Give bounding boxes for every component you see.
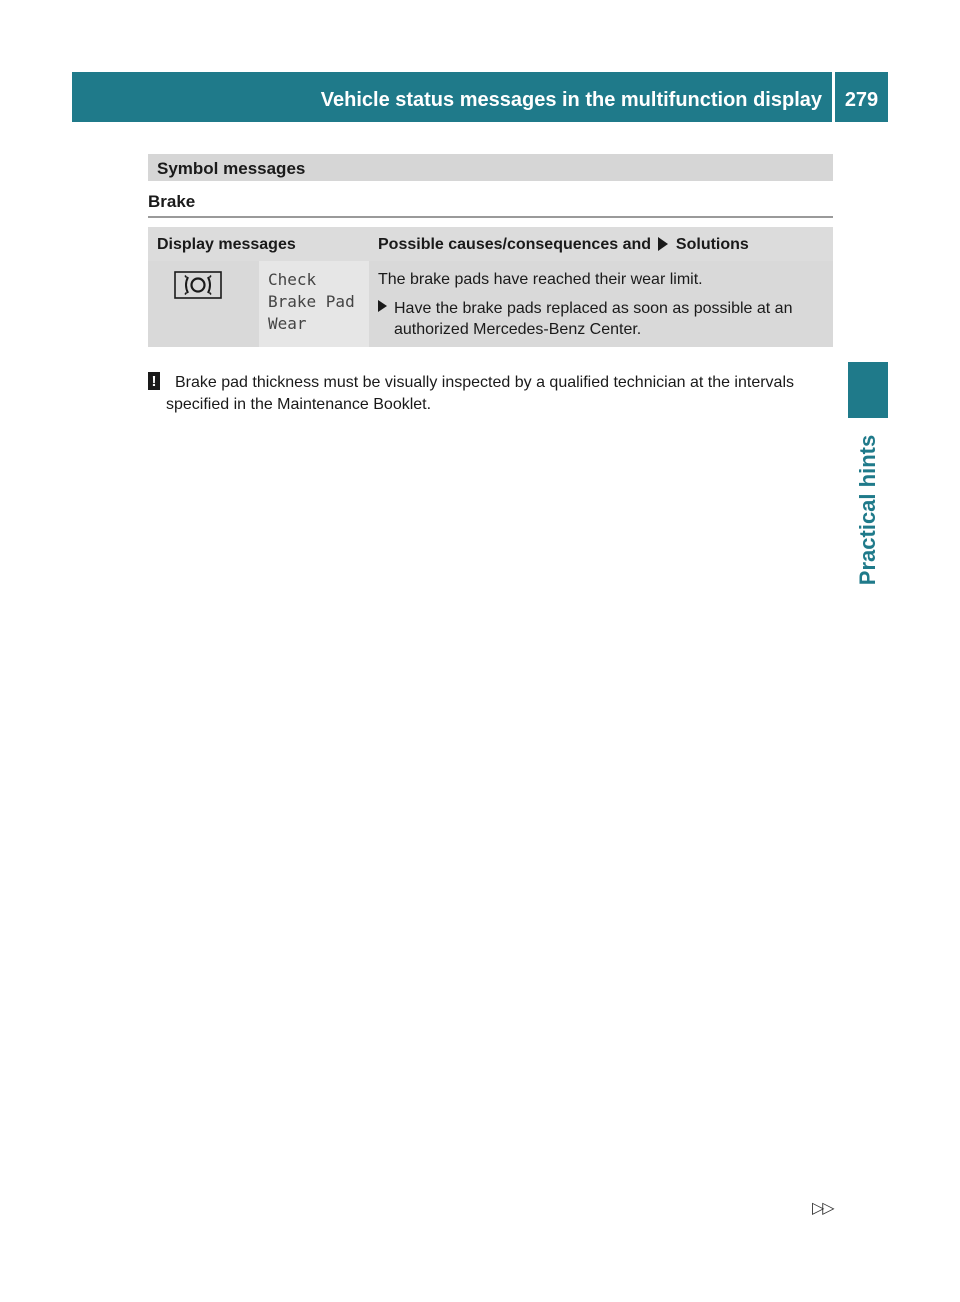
- column-header-causes-text: Possible causes/consequences and: [378, 236, 652, 253]
- table-row: [148, 261, 833, 347]
- side-tab-label: [848, 425, 888, 595]
- side-tab-text: Practical hints: [855, 434, 880, 586]
- side-tab-marker: [848, 362, 888, 418]
- warning-mark-icon: !: [148, 372, 160, 390]
- cause-text: The brake pads have reached their wear limit.: [378, 271, 703, 288]
- continued-icon: ▷▷: [812, 1200, 833, 1217]
- note-body: Brake pad thickness must be visually inspected by a qualified technician at the intervals specified in the Maintenance Booklet.: [166, 374, 795, 413]
- subheading-rule: [148, 216, 833, 218]
- icon-cell: [148, 261, 259, 347]
- section-title: Symbol messages: [148, 154, 833, 181]
- solution-text: Have the brake pads replaced as soon as possible at an authorized Mercedes-Benz Center.: [394, 300, 793, 338]
- column-header-causes: [378, 236, 749, 254]
- column-header-display: Display messages: [157, 236, 296, 253]
- arrow-right-icon: [658, 237, 668, 251]
- action-arrow-icon: [378, 300, 387, 312]
- page-number: 279: [835, 72, 888, 122]
- causes-cell: [369, 261, 833, 347]
- subheading: Brake: [148, 192, 196, 211]
- message-cell: [259, 261, 369, 347]
- brake-pad-wear-icon: [174, 271, 222, 299]
- note-text: [166, 372, 834, 416]
- table-header: [148, 227, 833, 261]
- column-header-solutions-text: Solutions: [675, 236, 749, 253]
- display-message: Check Brake Pad Wear: [268, 270, 355, 333]
- page-title: Vehicle status messages in the multifunction display: [320, 89, 822, 111]
